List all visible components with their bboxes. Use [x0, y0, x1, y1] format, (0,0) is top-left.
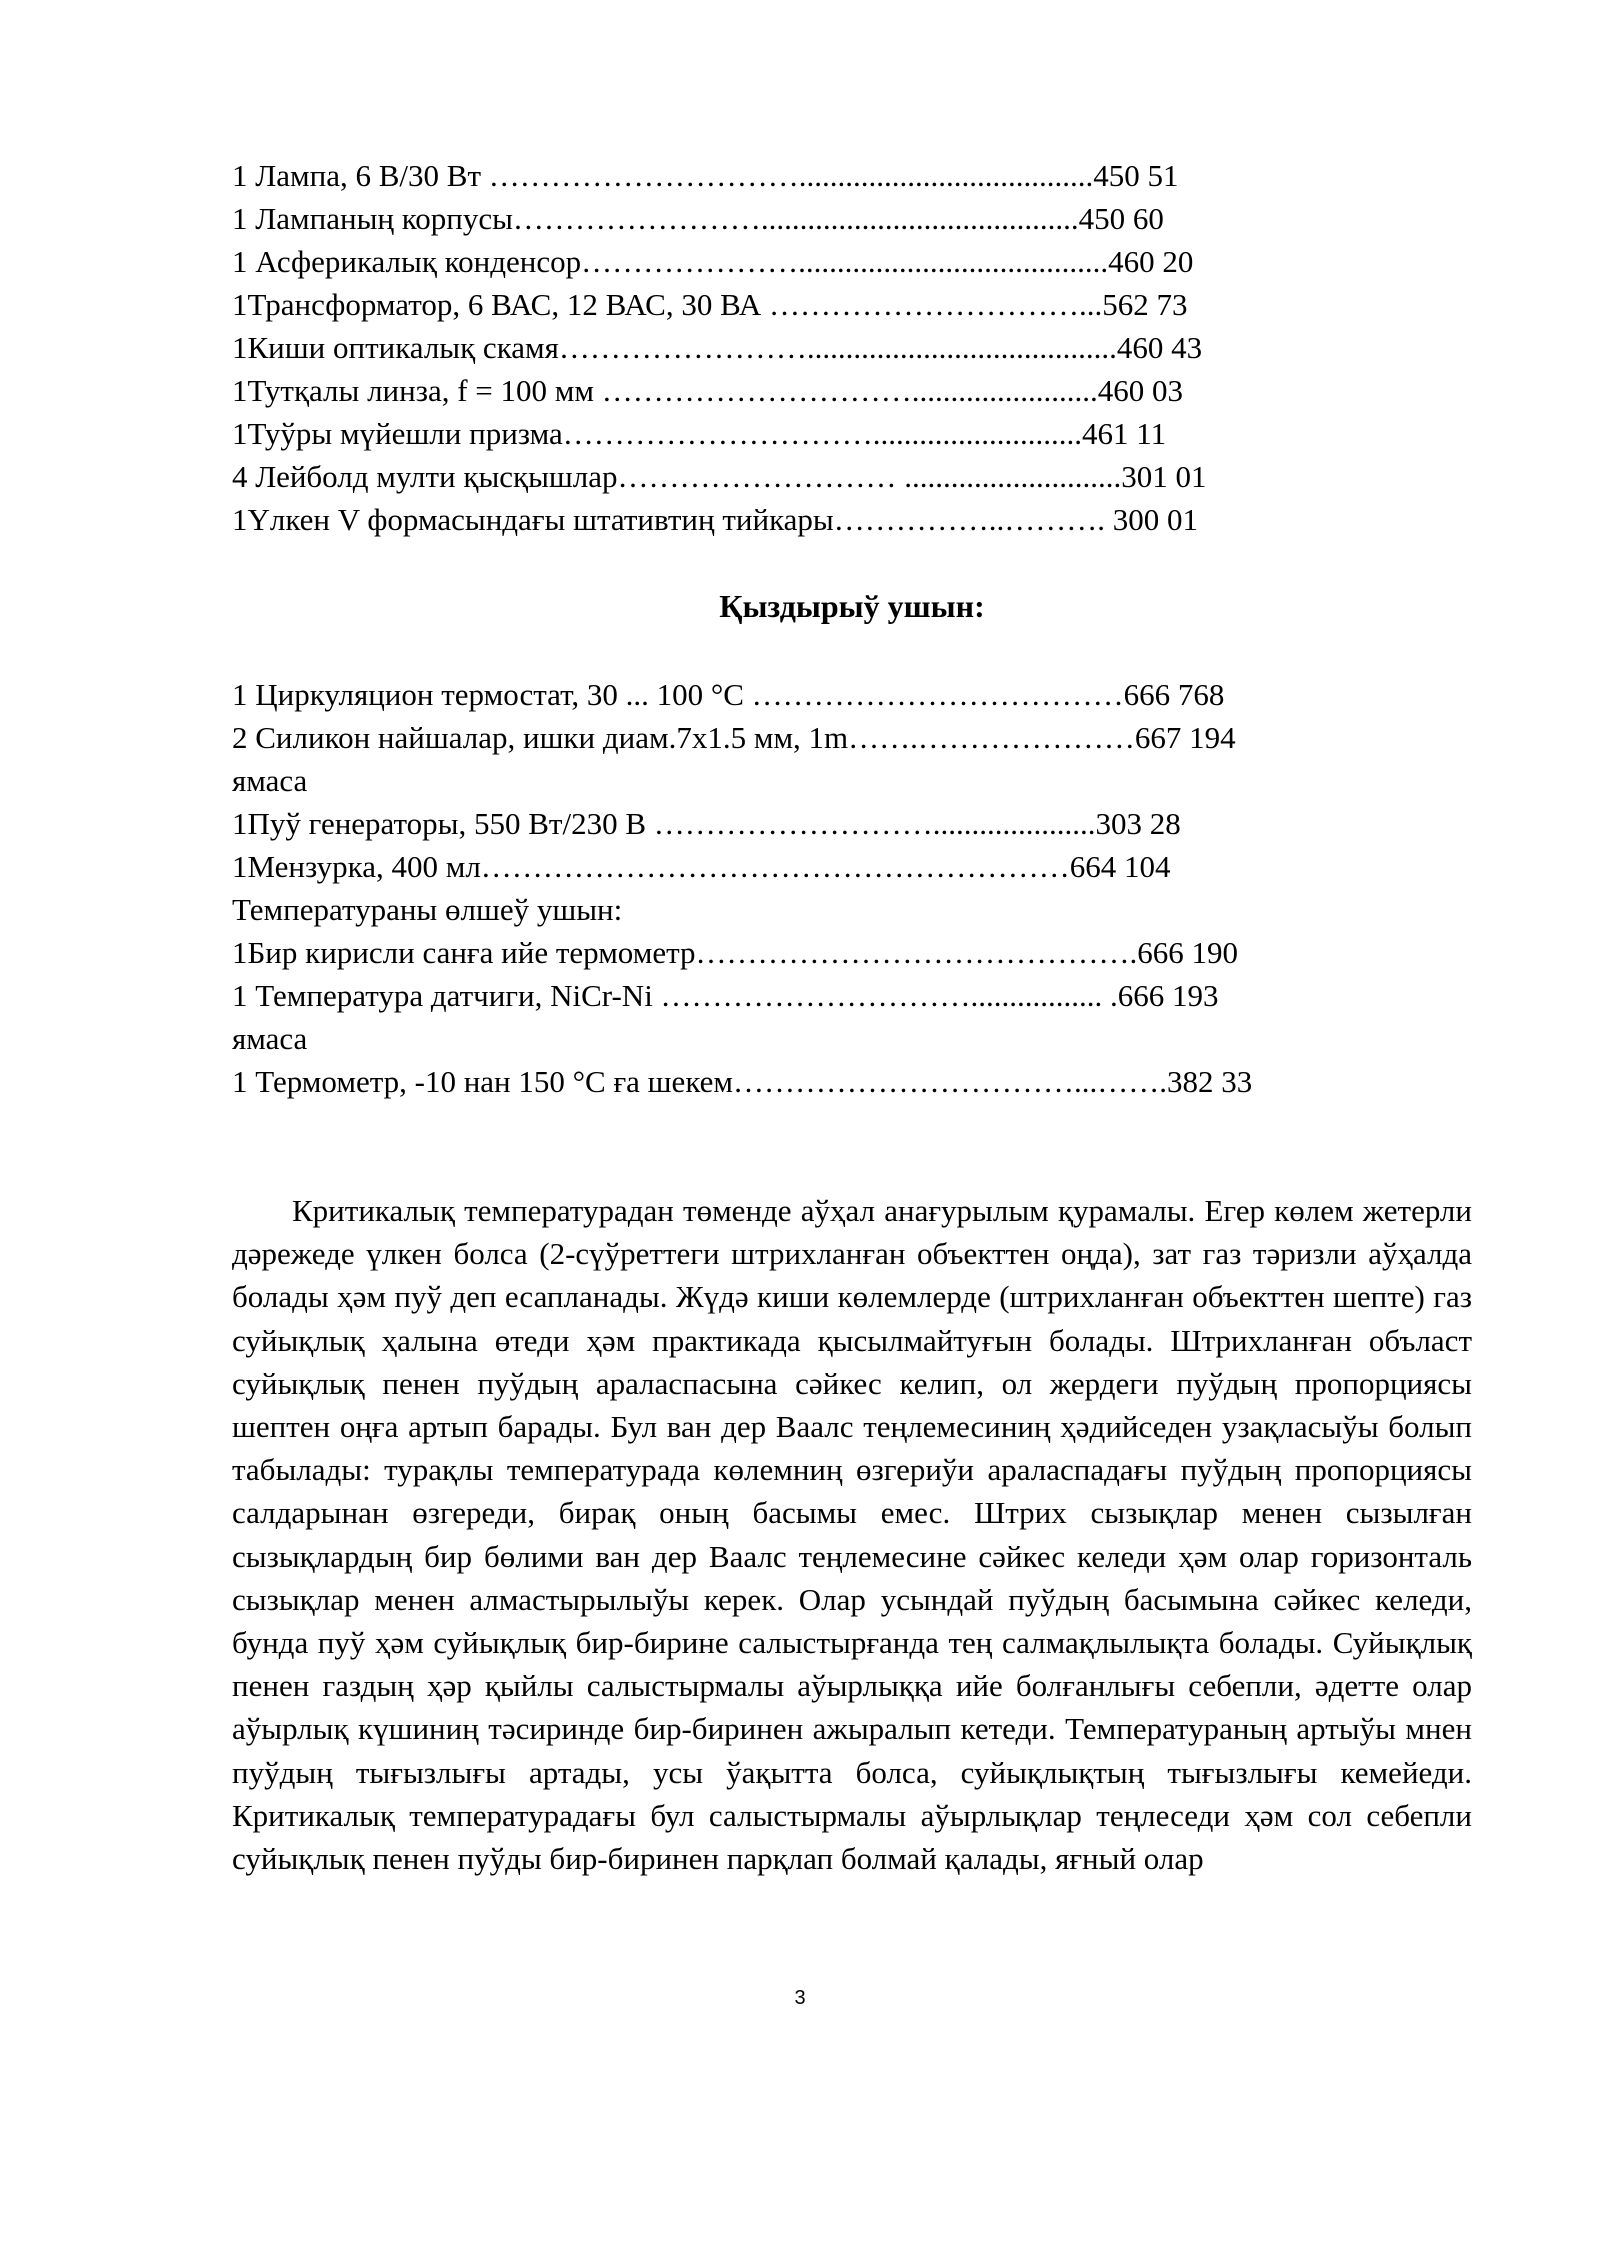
body-paragraph: Критикалық температурадан төменде аўҳал анағурылым қурамалы. Егер көлем жетерли дәрежеде үлкен болса (2-сүўреттеги штрихланған объекттен оңда), зат газ тәризли аўҳалда болады ҳәм пуў деп есапланады. Жүдә киши көлемлерде (штрихланған объекттен шепте) газ суйықлық ҳалына өтеди ҳәм практикада қысылмайтуғын болады. Штрихланған объласт суйықлық пенен пуўдың араласпасына сәйкес келип, ол жердеги пуўдың пропорциясы шептен оңға артып барады. Бул ван дер Ваалс теңлемесиниң ҳәдийседен узақласыўы болып табылады: турақлы температурада көлемниң өзгериўи араласпадағы пуўдың пропорциясы салдарынан өзгереди, бирақ оның басымы емес. Штрих сызықлар менен сызылған сызықлардың бир бөлими ван дер Ваалс теңлемесине сәйкес келеди ҳәм олар горизонталь сызықлар менен алмастырылыўы керек. Олар усындай пуўдың басымына сәйкес келеди, бунда пуў ҳәм суйықлық бир-бирине салыстырғанда тең салмақлылықта болады. Суйықлық пенен газдың ҳәр қыйлы салыстырмалы аўырлыққа ийе болғанлығы себепли, әдетте олар аўырлық күшиниң тәсиринде бир-биринен ажыралып кетеди. Температураның артыўы мнен пуўдың тығызлығы артады, усы ўақытта болса, суйықлықтың тығызлығы кемейеди. Критикалық температурадағы бул салыстырмалы аўырлықлар теңлеседи ҳәм сол себепли суйықлық пенен пуўды бир-биринен парқлап болмай қалады, яғный олар: [232, 1193, 1472, 1877]
list-item: 1 Лампа, 6 В/30 Вт …………………………......................................450 51: [232, 158, 1179, 193]
list-item: Температураны өлшеў ушын:: [232, 892, 623, 927]
list-item: 1Туўры мүйешли призма…………………………...........................461 11: [232, 416, 1167, 451]
section-heading: Қыздырыў ушын:: [719, 588, 985, 624]
list-item: 2 Силикон найшалар, ишки диам.7x1.5 мм, 1m…….…………………667 194: [232, 720, 1236, 755]
list-item: ямаса: [232, 763, 308, 798]
list-item: 1Киши оптикалық скамя……………………........................................460 43: [232, 330, 1203, 365]
page-number: 3: [794, 1987, 806, 2009]
heating-list: [232, 673, 1472, 1103]
list-item: 1Пуў генераторы, 550 Вт/230 В ……………………….....................303 28: [232, 806, 1181, 841]
list-item: 1 Лампаның корпусы…………………….........................................450 60: [232, 201, 1164, 236]
list-item: 1Трансформатор, 6 ВАС, 12 ВАС, 30 ВА …………………………...562 73: [232, 287, 1188, 322]
list-item: 1 Асферикалық конденсор…………………........................................460 20: [232, 244, 1194, 279]
list-item: 1Тутқалы линза, f = 100 мм …………………………........................460 03: [232, 373, 1184, 408]
list-item: ямаса: [232, 1021, 308, 1056]
list-item: 1Мензурка, 400 мл…………………………………………………664 104: [232, 849, 1171, 884]
list-item: 1Үлкен V формасындағы штативтиң тийкары……………..………. 300 01: [232, 502, 1198, 537]
list-item: 1 Термометр, -10 нан 150 °C ға шекем……………………………...…….382 33: [232, 1064, 1253, 1099]
equipment-list: [232, 154, 1472, 541]
list-item: 1 Циркуляцион термостат, 30 ... 100 °C ………………………………666 768: [232, 677, 1225, 712]
list-item: 4 Лейболд мулти қысқышлар……………………… ............................301 01: [232, 459, 1207, 494]
list-item: 1Бир кирисли санға ийе термометр…………………………………….666 190: [232, 935, 1239, 970]
list-item: 1 Температура датчиги, NiCr-Ni …………………………................. .666 193: [232, 978, 1219, 1013]
